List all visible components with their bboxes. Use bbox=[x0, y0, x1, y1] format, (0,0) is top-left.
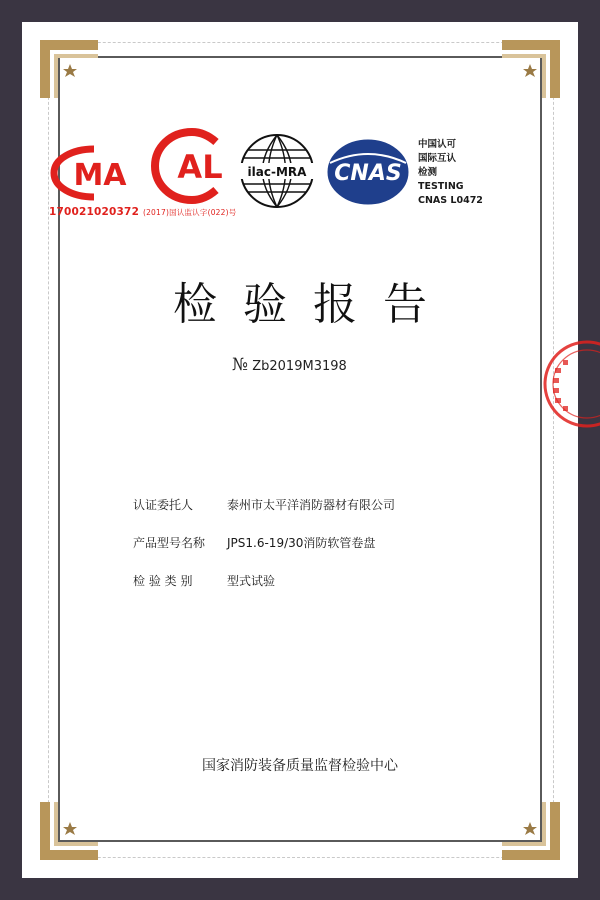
cnas-side-line: CNAS L0472 bbox=[418, 195, 483, 206]
corner-ornament-top-right bbox=[502, 40, 560, 98]
star-icon bbox=[63, 64, 77, 77]
field-value: JPS1.6-19/30消防软管卷盘 bbox=[227, 536, 376, 550]
cnas-side-line: TESTING bbox=[418, 181, 464, 192]
field-value: 泰州市太平洋消防器材有限公司 bbox=[227, 498, 396, 512]
report-number-value: Zb2019M3198 bbox=[252, 359, 347, 374]
ilac-logo-text: ilac-MRA bbox=[247, 165, 307, 179]
official-seal bbox=[541, 338, 600, 430]
cma-logo bbox=[48, 143, 140, 203]
cnas-side-line: 检测 bbox=[418, 167, 438, 178]
cma-logo-text: MA bbox=[73, 158, 127, 193]
field-value: 型式试验 bbox=[227, 574, 276, 588]
cert-code bbox=[49, 206, 236, 218]
star-icon bbox=[523, 64, 537, 77]
document-title: 检验报告 bbox=[173, 279, 453, 330]
field-row-client bbox=[133, 496, 395, 513]
ilac-mra-logo bbox=[238, 130, 316, 212]
cal-logo bbox=[150, 128, 236, 204]
report-number bbox=[232, 355, 347, 375]
cnas-logo-text: CNAS bbox=[334, 161, 402, 186]
cal-logo-text: AL bbox=[177, 148, 223, 186]
field-row-test-type bbox=[133, 572, 275, 589]
cert-number: 170021020372 bbox=[49, 206, 140, 218]
star-icon bbox=[523, 822, 537, 835]
cnas-side-text bbox=[418, 138, 483, 208]
cnas-side-line: 国际互认 bbox=[418, 153, 457, 164]
star-icon bbox=[63, 822, 77, 835]
field-label: 检 验 类 别 bbox=[133, 574, 193, 588]
corner-ornament-top-left bbox=[40, 40, 98, 98]
field-label: 产品型号名称 bbox=[133, 536, 206, 550]
corner-ornament-bottom-right bbox=[502, 802, 560, 860]
field-row-product bbox=[133, 534, 375, 551]
issuing-organization: 国家消防装备质量监督检验中心 bbox=[202, 758, 398, 774]
number-symbol: № bbox=[232, 355, 249, 375]
cnas-side-line: 中国认可 bbox=[418, 139, 457, 150]
corner-ornament-bottom-left bbox=[40, 802, 98, 860]
field-label: 认证委托人 bbox=[133, 498, 194, 512]
cert-suffix: (2017)国认监认字(022)号 bbox=[142, 208, 237, 217]
cnas-logo bbox=[322, 133, 414, 211]
